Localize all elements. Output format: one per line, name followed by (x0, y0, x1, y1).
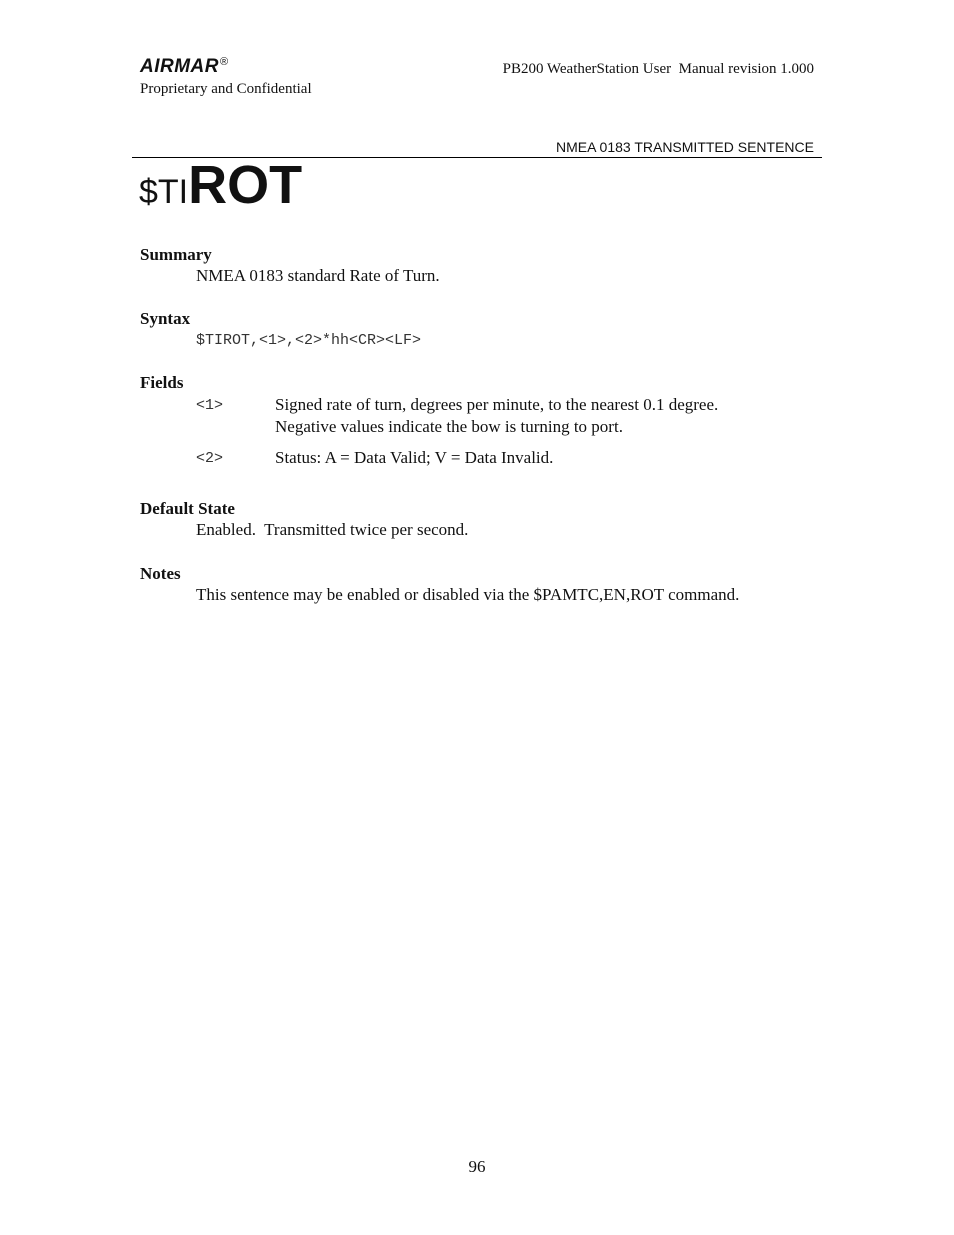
sentence-name: ROT (188, 155, 303, 215)
logo-text: AIRMAR (140, 56, 219, 77)
airmar-logo (140, 56, 229, 78)
notes-text: This sentence may be enabled or disabled via the $PAMTC,EN,ROT command. (196, 585, 740, 604)
field-description-continued: Negative values indicate the bow is turning to port. (275, 417, 623, 436)
summary-text: NMEA 0183 standard Rate of Turn. (196, 266, 440, 285)
summary-heading: Summary (140, 245, 212, 264)
field-description: Signed rate of turn, degrees per minute, to the nearest 0.1 degree. (275, 395, 719, 414)
section-title: NMEA 0183 TRANSMITTED SENTENCE (555, 139, 814, 155)
document-title: PB200 WeatherStation User Manual revision 1.000 (502, 61, 814, 77)
fields-heading: Fields (140, 373, 184, 392)
talker-prefix: $TI (139, 173, 189, 211)
field-code: <2> (196, 450, 224, 467)
notes-heading: Notes (140, 564, 181, 583)
default-state-heading: Default State (140, 499, 235, 518)
syntax-heading: Syntax (140, 309, 191, 328)
sentence-title (139, 155, 303, 215)
field-description: Status: A = Data Valid; V = Data Invalid. (275, 448, 554, 467)
field-code: <1> (196, 397, 224, 414)
default-state-text: Enabled. Transmitted twice per second. (196, 520, 469, 539)
confidentiality-note: Proprietary and Confidential (140, 81, 312, 97)
page-number: 96 (468, 1157, 486, 1176)
syntax-text: $TIROT,<1>,<2>*hh<CR><LF> (196, 332, 422, 349)
registered-mark: ® (220, 56, 229, 68)
